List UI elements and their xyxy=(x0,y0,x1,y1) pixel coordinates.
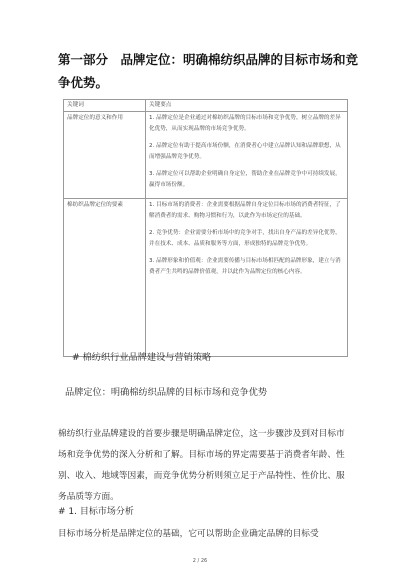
point-item: 3. 品牌定位可以帮助企业明确自身定位，帮助企业在品牌竞争中可持续发展，赢得市场份额。 xyxy=(149,171,341,188)
body-paragraph-continued: 目标市场分析是品牌定位的基础，它可以帮助企业确定品牌的目标受 xyxy=(58,529,319,539)
table-row xyxy=(64,112,348,199)
table-header-keyword: 关键词 xyxy=(64,100,146,112)
point-item: 3. 品牌形象和价值观：企业需要传播与目标市场相匹配的品牌形象，建立与消费者产生共鸣的品牌价值观，并以此作为品牌定位的核心内容。 xyxy=(149,258,341,275)
table-header-row xyxy=(64,100,348,112)
body-paragraph: 棉纺织行业品牌建设的首要步骤是明确品牌定位，这一步骤涉及到对目标市场和竞争优势的深入分析和了解。目标市场的界定需要基于消费者年龄、性别、收入、地域等因素，而竞争优势分析则须立足于产品特性、性价比、服务品质等方面。 xyxy=(58,429,345,502)
subheading-target-market: # 1. 目标市场分析 xyxy=(58,507,134,517)
point-item: 1. 目标市场的消费者：企业需要根据品牌自身定位目标市场的消费者特征，了解消费者的需求、购物习惯和行为，以此作为市场定位的基础。 xyxy=(149,202,341,219)
point-item: 2. 竞争优势：企业需要分析市场中的竞争对手，找出自身产品的差异化优势，并在技术、成本、品质和服务等方面，形成独特的品牌竞争优势。 xyxy=(149,230,341,247)
point-item: 2. 品牌定位有助于提高市场份额，在消费者心中建立品牌认知和品牌联想，从而增强品牌竞争优势。 xyxy=(149,143,341,160)
table-cell-keyword: 棉纺织品牌定位的要素 xyxy=(64,199,146,357)
point-item: 1. 品牌定位是企业通过对棉纺织品牌的目标市场和竞争优势，树立品牌的差异化优势，从而实现品牌的市场竞争优势。 xyxy=(149,115,341,132)
key-points-table xyxy=(63,99,348,357)
page-number: 2 / 26 xyxy=(192,558,208,564)
table-cell-points xyxy=(146,199,348,357)
section-heading: 第一部分 品牌定位：明确棉纺织品牌的目标市场和竞争优势。 xyxy=(58,52,359,90)
table-cell-points xyxy=(146,112,348,199)
subheading-brand-positioning: 品牌定位：明确棉纺织品牌的目标市场和竞争优势 xyxy=(65,387,268,398)
subheading-strategy: # 棉纺织行业品牌建设与营销策略 xyxy=(72,352,212,363)
table-header-points: 关键要点 xyxy=(146,100,348,112)
table-row xyxy=(64,199,348,357)
table-cell-keyword: 品牌定位的意义和作用 xyxy=(64,112,146,199)
